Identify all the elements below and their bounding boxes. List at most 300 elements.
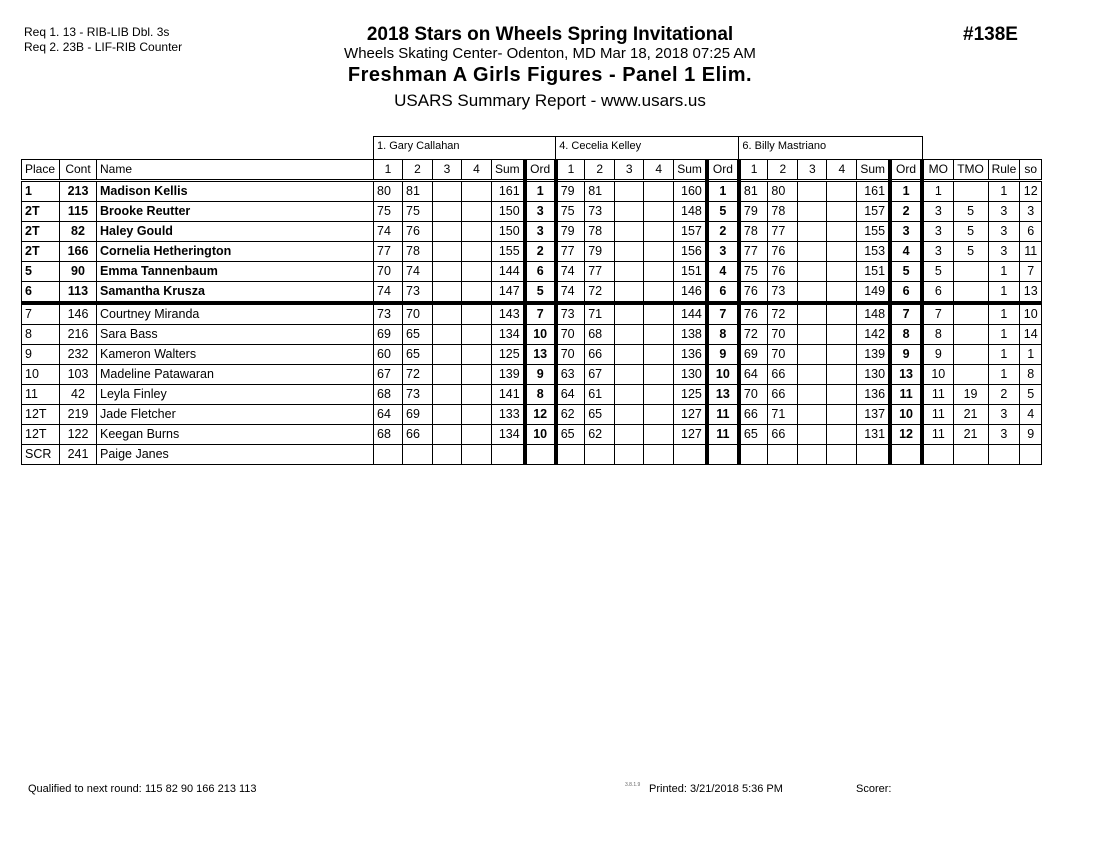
table-row: [22, 445, 1042, 465]
cont-cell: 122: [60, 425, 97, 445]
judge3-sum-cell: 149: [857, 282, 890, 304]
judge3-3-cell: [798, 385, 827, 405]
judge1-2-cell: 65: [403, 345, 433, 365]
judge3-2-cell: [768, 445, 798, 465]
table-row: [22, 365, 1042, 385]
judge2-3-cell: [615, 262, 644, 282]
judge1-1-cell: 77: [374, 242, 403, 262]
cont-cell: 90: [60, 262, 97, 282]
rule-cell: 1: [988, 303, 1020, 325]
judge2-1-cell: 79: [556, 222, 585, 242]
judge3-1-cell: 66: [739, 405, 768, 425]
mo-cell: 11: [922, 405, 953, 425]
judge2-ord-cell: 6: [707, 282, 739, 304]
so-cell: 10: [1020, 303, 1042, 325]
so-cell: [1020, 445, 1042, 465]
tmo-cell: [953, 303, 988, 325]
judge1-sum-cell: 150: [492, 222, 525, 242]
mo-cell: 1: [922, 181, 953, 202]
judge2-1-cell: [556, 445, 585, 465]
judge2-2-cell: 71: [585, 303, 615, 325]
judge1-4-cell: [462, 385, 492, 405]
judge3-2-cell: 80: [768, 181, 798, 202]
col-judge3-2: 2: [768, 160, 798, 181]
judge2-ord-cell: 7: [707, 303, 739, 325]
judge3-2-cell: 71: [768, 405, 798, 425]
judge3-2-cell: 76: [768, 262, 798, 282]
col-judge3-sum: Sum: [857, 160, 890, 181]
place-cell: 12T: [22, 425, 60, 445]
judge1-4-cell: [462, 282, 492, 304]
col-place: Place: [22, 160, 60, 181]
judge1-ord-cell: 7: [525, 303, 556, 325]
judge1-1-cell: 68: [374, 385, 403, 405]
judge3-ord-cell: 12: [890, 425, 922, 445]
judge2-sum-cell: 127: [674, 405, 707, 425]
name-cell: Samantha Krusza: [97, 282, 374, 304]
judge1-2-cell: 66: [403, 425, 433, 445]
judge1-3-cell: [433, 405, 462, 425]
judge3-1-cell: 64: [739, 365, 768, 385]
judge1-ord-cell: [525, 445, 556, 465]
judge3-4-cell: [827, 385, 857, 405]
judge2-sum-cell: 136: [674, 345, 707, 365]
name-cell: Kameron Walters: [97, 345, 374, 365]
name-cell: Keegan Burns: [97, 425, 374, 445]
judge2-sum-cell: 138: [674, 325, 707, 345]
judge3-sum-cell: 136: [857, 385, 890, 405]
judge1-ord-cell: 2: [525, 242, 556, 262]
judge3-ord-cell: [890, 445, 922, 465]
judge2-4-cell: [644, 242, 674, 262]
judge2-1-cell: 65: [556, 425, 585, 445]
tmo-cell: [953, 282, 988, 304]
judge3-2-cell: 73: [768, 282, 798, 304]
judge3-sum-cell: 137: [857, 405, 890, 425]
judge1-1-cell: 60: [374, 345, 403, 365]
judge1-3-cell: [433, 325, 462, 345]
col-judge1-3: 3: [433, 160, 462, 181]
judge1-4-cell: [462, 425, 492, 445]
name-cell: Brooke Reutter: [97, 202, 374, 222]
judge3-1-cell: 78: [739, 222, 768, 242]
judge1-ord-cell: 10: [525, 325, 556, 345]
judge1-1-cell: 74: [374, 282, 403, 304]
judge1-2-cell: 69: [403, 405, 433, 425]
judge1-1-cell: 70: [374, 262, 403, 282]
so-cell: 9: [1020, 425, 1042, 445]
judge3-ord-cell: 1: [890, 181, 922, 202]
col-judge1-4: 4: [462, 160, 492, 181]
place-cell: 7: [22, 303, 60, 325]
judge1-4-cell: [462, 345, 492, 365]
table-row: [22, 303, 1042, 325]
judge1-ord-cell: 5: [525, 282, 556, 304]
col-judge2-1: 1: [556, 160, 585, 181]
col-judge2-4: 4: [644, 160, 674, 181]
judge3-ord-cell: 10: [890, 405, 922, 425]
place-cell: 12T: [22, 405, 60, 425]
table-row: [22, 425, 1042, 445]
judge1-3-cell: [433, 445, 462, 465]
judge2-sum-cell: 148: [674, 202, 707, 222]
judge3-sum-cell: 131: [857, 425, 890, 445]
rule-cell: 3: [988, 242, 1020, 262]
judge3-1-cell: 69: [739, 345, 768, 365]
printed-timestamp: Printed: 3/21/2018 5:36 PM: [649, 783, 783, 795]
venue-date: Wheels Skating Center- Odenton, MD Mar 18, 2018 07:25 AM: [344, 45, 756, 62]
judge2-3-cell: [615, 405, 644, 425]
judge1-sum-cell: 144: [492, 262, 525, 282]
judge3-1-cell: [739, 445, 768, 465]
table-row: [22, 222, 1042, 242]
requirement-1: Req 1. 13 - RIB-LIB Dbl. 3s: [24, 25, 170, 39]
judge1-2-cell: 73: [403, 385, 433, 405]
competition-title: 2018 Stars on Wheels Spring Invitational: [366, 24, 734, 45]
so-cell: 12: [1020, 181, 1042, 202]
place-cell: 8: [22, 325, 60, 345]
table-row: [22, 282, 1042, 304]
judge2-4-cell: [644, 325, 674, 345]
judge1-sum-cell: 134: [492, 425, 525, 445]
judge2-ord-cell: 4: [707, 262, 739, 282]
judge1-ord-cell: 8: [525, 385, 556, 405]
judge1-sum-cell: 125: [492, 345, 525, 365]
name-cell: Jade Fletcher: [97, 405, 374, 425]
judge1-2-cell: 81: [403, 181, 433, 202]
judge2-3-cell: [615, 242, 644, 262]
judge2-1-cell: 62: [556, 405, 585, 425]
judge1-ord-cell: 3: [525, 222, 556, 242]
judge3-3-cell: [798, 282, 827, 304]
col-so: so: [1020, 160, 1042, 181]
so-cell: 14: [1020, 325, 1042, 345]
judge3-2-cell: 66: [768, 365, 798, 385]
judge3-sum-cell: 153: [857, 242, 890, 262]
judge2-ord-cell: 11: [707, 425, 739, 445]
tmo-cell: 5: [953, 222, 988, 242]
place-cell: 11: [22, 385, 60, 405]
judge1-ord-cell: 6: [525, 262, 556, 282]
judge3-2-cell: 66: [768, 425, 798, 445]
tmo-cell: [953, 445, 988, 465]
judge3-1-cell: 76: [739, 282, 768, 304]
judge2-ord-cell: 8: [707, 325, 739, 345]
event-title: Freshman A Girls Figures - Panel 1 Elim.: [347, 64, 753, 86]
judge1-ord-cell: 12: [525, 405, 556, 425]
judge1-sum-cell: 134: [492, 325, 525, 345]
tmo-cell: 19: [953, 385, 988, 405]
judge3-1-cell: 79: [739, 202, 768, 222]
judge1-sum-cell: 147: [492, 282, 525, 304]
mo-cell: 6: [922, 282, 953, 304]
judge2-3-cell: [615, 202, 644, 222]
judge1-sum-cell: 139: [492, 365, 525, 385]
col-judge1-ord: Ord: [525, 160, 556, 181]
judge1-ord-cell: 13: [525, 345, 556, 365]
rule-cell: 1: [988, 262, 1020, 282]
col-judge2-sum: Sum: [674, 160, 707, 181]
tmo-cell: [953, 365, 988, 385]
version-label: 3.8.1.9: [625, 782, 641, 788]
judge1-sum-cell: 133: [492, 405, 525, 425]
col-judge3-3: 3: [798, 160, 827, 181]
col-rule: Rule: [988, 160, 1020, 181]
judge2-2-cell: 77: [585, 262, 615, 282]
name-cell: Madeline Patawaran: [97, 365, 374, 385]
col-judge2-2: 2: [585, 160, 615, 181]
judge3-3-cell: [798, 202, 827, 222]
judge2-ord-cell: 11: [707, 405, 739, 425]
place-cell: SCR: [22, 445, 60, 465]
judge1-1-cell: 75: [374, 202, 403, 222]
judge2-ord-cell: 9: [707, 345, 739, 365]
judge3-2-cell: 77: [768, 222, 798, 242]
cont-cell: 166: [60, 242, 97, 262]
judge3-3-cell: [798, 445, 827, 465]
judge3-4-cell: [827, 181, 857, 202]
judge2-3-cell: [615, 425, 644, 445]
judge1-4-cell: [462, 181, 492, 202]
judge3-2-cell: 66: [768, 385, 798, 405]
tmo-cell: [953, 262, 988, 282]
judge2-ord-cell: 5: [707, 202, 739, 222]
mo-cell: 11: [922, 385, 953, 405]
place-cell: 1: [22, 181, 60, 202]
judge1-3-cell: [433, 242, 462, 262]
judge1-2-cell: 75: [403, 202, 433, 222]
rule-cell: 1: [988, 325, 1020, 345]
judge3-2-cell: 78: [768, 202, 798, 222]
judge2-sum-cell: 151: [674, 262, 707, 282]
judge2-1-cell: 79: [556, 181, 585, 202]
judge1-1-cell: [374, 445, 403, 465]
judge3-4-cell: [827, 445, 857, 465]
judge1-1-cell: 67: [374, 365, 403, 385]
judge1-3-cell: [433, 262, 462, 282]
judge2-2-cell: 79: [585, 242, 615, 262]
judge3-1-cell: 70: [739, 385, 768, 405]
judge1-sum-cell: 143: [492, 303, 525, 325]
cont-cell: 232: [60, 345, 97, 365]
judge3-1-cell: 76: [739, 303, 768, 325]
judge3-3-cell: [798, 303, 827, 325]
judge2-4-cell: [644, 345, 674, 365]
judge1-2-cell: 65: [403, 325, 433, 345]
judge3-3-cell: [798, 345, 827, 365]
judge3-4-cell: [827, 405, 857, 425]
judge2-1-cell: 64: [556, 385, 585, 405]
col-tmo: TMO: [953, 160, 988, 181]
judge1-4-cell: [462, 222, 492, 242]
name-cell: Emma Tannenbaum: [97, 262, 374, 282]
mo-cell: 3: [922, 222, 953, 242]
judge2-1-cell: 73: [556, 303, 585, 325]
judge3-2-cell: 70: [768, 325, 798, 345]
judge1-2-cell: [403, 445, 433, 465]
judge2-4-cell: [644, 385, 674, 405]
judge1-1-cell: 69: [374, 325, 403, 345]
judge2-2-cell: 61: [585, 385, 615, 405]
judge1-ord-cell: 1: [525, 181, 556, 202]
judge3-4-cell: [827, 365, 857, 385]
judge2-4-cell: [644, 222, 674, 242]
judge1-ord-cell: 10: [525, 425, 556, 445]
table-row: [22, 262, 1042, 282]
table-row: [22, 325, 1042, 345]
col-judge3-4: 4: [827, 160, 857, 181]
place-cell: 9: [22, 345, 60, 365]
tmo-cell: [953, 325, 988, 345]
judge3-sum-cell: 130: [857, 365, 890, 385]
rule-cell: 3: [988, 405, 1020, 425]
judge-name-2: 4. Cecelia Kelley: [556, 137, 739, 160]
judge3-ord-cell: 11: [890, 385, 922, 405]
judge3-sum-cell: 161: [857, 181, 890, 202]
rule-cell: 1: [988, 282, 1020, 304]
judge3-3-cell: [798, 425, 827, 445]
rule-cell: 3: [988, 222, 1020, 242]
judge1-3-cell: [433, 425, 462, 445]
judge1-4-cell: [462, 445, 492, 465]
judge1-sum-cell: 150: [492, 202, 525, 222]
judge3-3-cell: [798, 222, 827, 242]
judge2-1-cell: 75: [556, 202, 585, 222]
judge3-4-cell: [827, 262, 857, 282]
rule-cell: 2: [988, 385, 1020, 405]
name-cell: Cornelia Hetherington: [97, 242, 374, 262]
so-cell: 7: [1020, 262, 1042, 282]
rule-cell: 1: [988, 365, 1020, 385]
place-cell: 2T: [22, 202, 60, 222]
judge1-1-cell: 64: [374, 405, 403, 425]
judge2-4-cell: [644, 181, 674, 202]
name-cell: Madison Kellis: [97, 181, 374, 202]
column-header-row: [22, 160, 1042, 181]
judge1-3-cell: [433, 385, 462, 405]
mo-cell: 3: [922, 242, 953, 262]
rule-cell: [988, 445, 1020, 465]
judge2-3-cell: [615, 445, 644, 465]
judge3-ord-cell: 9: [890, 345, 922, 365]
judge1-2-cell: 76: [403, 222, 433, 242]
table-row: [22, 385, 1042, 405]
name-cell: Leyla Finley: [97, 385, 374, 405]
report-title: USARS Summary Report - www.usars.us: [394, 91, 706, 110]
judge1-3-cell: [433, 345, 462, 365]
judge2-ord-cell: 2: [707, 222, 739, 242]
name-cell: Sara Bass: [97, 325, 374, 345]
judge3-ord-cell: 13: [890, 365, 922, 385]
judge1-3-cell: [433, 365, 462, 385]
judge2-sum-cell: 144: [674, 303, 707, 325]
event-number: #138E: [963, 24, 1018, 45]
cont-cell: 82: [60, 222, 97, 242]
col-judge1-2: 2: [403, 160, 433, 181]
judge3-4-cell: [827, 222, 857, 242]
judge1-2-cell: 70: [403, 303, 433, 325]
col-judge2-ord: Ord: [707, 160, 739, 181]
mo-cell: 10: [922, 365, 953, 385]
judge1-ord-cell: 9: [525, 365, 556, 385]
judge3-3-cell: [798, 405, 827, 425]
judge2-2-cell: 68: [585, 325, 615, 345]
judge1-sum-cell: 141: [492, 385, 525, 405]
tmo-cell: 5: [953, 202, 988, 222]
judge2-3-cell: [615, 345, 644, 365]
judge1-1-cell: 80: [374, 181, 403, 202]
judge3-3-cell: [798, 242, 827, 262]
col-cont: Cont: [60, 160, 97, 181]
col-judge3-1: 1: [739, 160, 768, 181]
judge3-ord-cell: 3: [890, 222, 922, 242]
judge2-1-cell: 74: [556, 262, 585, 282]
judge2-ord-cell: [707, 445, 739, 465]
so-cell: 11: [1020, 242, 1042, 262]
judge2-2-cell: 66: [585, 345, 615, 365]
judge2-2-cell: 78: [585, 222, 615, 242]
judge3-4-cell: [827, 325, 857, 345]
judge1-3-cell: [433, 303, 462, 325]
judge3-sum-cell: 155: [857, 222, 890, 242]
judge3-sum-cell: 139: [857, 345, 890, 365]
judge3-sum-cell: 151: [857, 262, 890, 282]
place-cell: 6: [22, 282, 60, 304]
name-cell: Courtney Miranda: [97, 303, 374, 325]
col-judge2-3: 3: [615, 160, 644, 181]
judge2-4-cell: [644, 405, 674, 425]
tmo-cell: 21: [953, 405, 988, 425]
mo-cell: 11: [922, 425, 953, 445]
judge1-1-cell: 73: [374, 303, 403, 325]
judge2-3-cell: [615, 325, 644, 345]
judge2-2-cell: [585, 445, 615, 465]
cont-cell: 219: [60, 405, 97, 425]
tmo-cell: 21: [953, 425, 988, 445]
judge2-3-cell: [615, 181, 644, 202]
rule-cell: 1: [988, 345, 1020, 365]
cont-cell: 241: [60, 445, 97, 465]
judge2-1-cell: 63: [556, 365, 585, 385]
judge2-sum-cell: 157: [674, 222, 707, 242]
tmo-cell: [953, 345, 988, 365]
judge3-ord-cell: 7: [890, 303, 922, 325]
table-row: [22, 242, 1042, 262]
tmo-cell: [953, 181, 988, 202]
judge2-2-cell: 67: [585, 365, 615, 385]
mo-cell: 9: [922, 345, 953, 365]
judge2-4-cell: [644, 445, 674, 465]
so-cell: 3: [1020, 202, 1042, 222]
cont-cell: 216: [60, 325, 97, 345]
judge2-3-cell: [615, 222, 644, 242]
judge2-sum-cell: 125: [674, 385, 707, 405]
judge1-2-cell: 73: [403, 282, 433, 304]
judge2-3-cell: [615, 365, 644, 385]
judge3-sum-cell: 142: [857, 325, 890, 345]
table-row: [22, 202, 1042, 222]
judge3-4-cell: [827, 425, 857, 445]
judge2-2-cell: 65: [585, 405, 615, 425]
judge3-3-cell: [798, 365, 827, 385]
qualified-list: 115 82 90 166 213 113: [145, 783, 257, 795]
cont-cell: 42: [60, 385, 97, 405]
so-cell: 8: [1020, 365, 1042, 385]
so-cell: 4: [1020, 405, 1042, 425]
judge2-sum-cell: 130: [674, 365, 707, 385]
judge3-ord-cell: 6: [890, 282, 922, 304]
judge1-ord-cell: 3: [525, 202, 556, 222]
